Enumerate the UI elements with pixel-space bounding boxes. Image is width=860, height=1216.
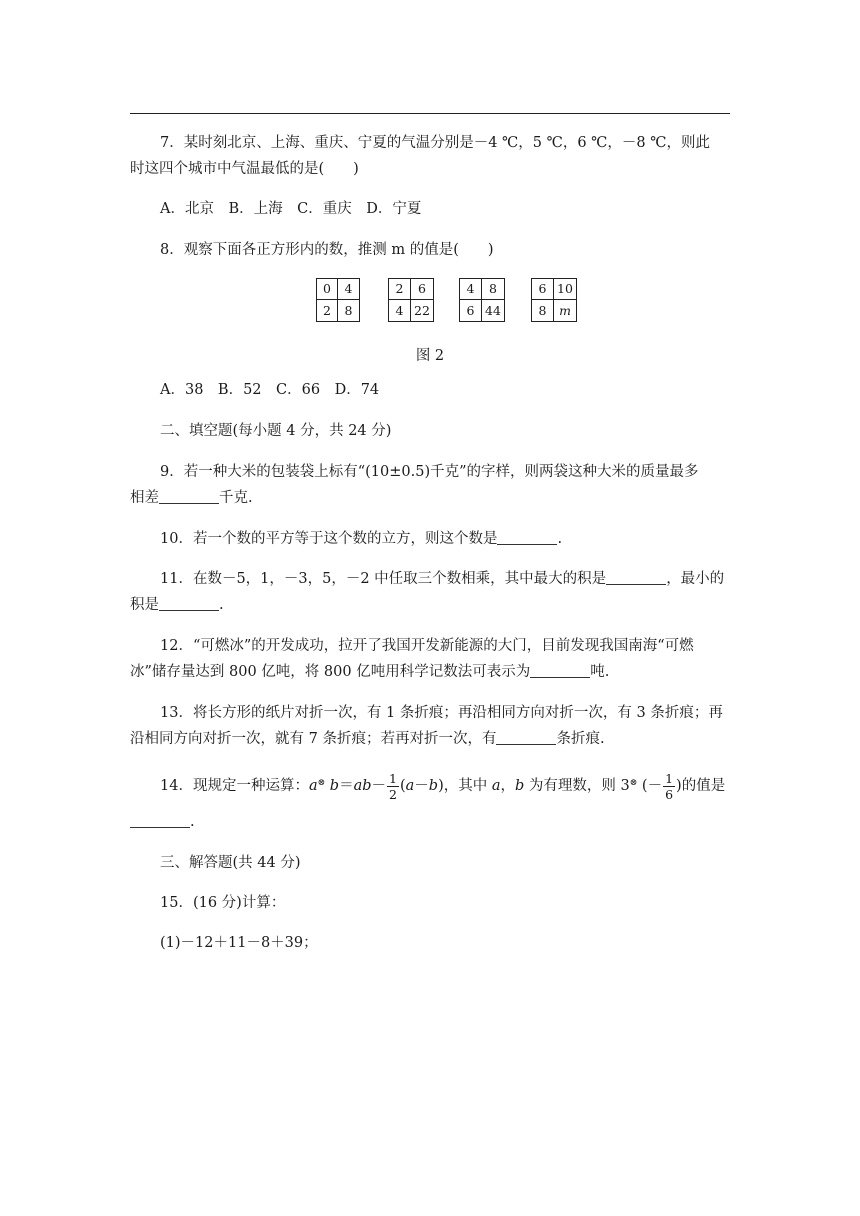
square-cell: 10 [554, 279, 576, 300]
number-square-3 [459, 278, 505, 322]
q8-stem: 8．观察下面各正方形内的数，推测 m 的值是( ) [160, 242, 494, 258]
square-cell: 44 [485, 302, 501, 318]
q8-figure [0, 278, 860, 322]
fraction-one-sixth: $\frac{1}{6}$ [665, 770, 674, 802]
q14-line1: 14．现规定一种运算：a⊗ b＝ab－ $\frac{1}{2}$ (a－b)，其中 a，b 为有理数，则 3⊗ (－ $\frac{1}{6}$ )的值是 [160, 770, 726, 802]
answer-blank [159, 489, 219, 504]
number-square-1 [316, 278, 360, 322]
square-cell: 8 [344, 302, 353, 318]
q8-options: A．38 B．52 C．66 D．74 [160, 382, 380, 398]
answer-blank [130, 813, 190, 828]
square-cell: 6 [411, 279, 433, 300]
section2-heading: 二、填空题(每小题 4 分，共 24 分) [160, 423, 392, 439]
figure-caption: 图 2 [415, 348, 445, 364]
q7-options: A．北京 B．上海 C．重庆 D．宁夏 [160, 201, 422, 217]
square-cell: 6 [460, 300, 482, 321]
square-cell: 8 [532, 300, 554, 321]
square-cell: 4 [338, 279, 359, 300]
q9-line2: 相差 千克. [130, 490, 253, 506]
q9-line1: 9．若一种大米的包装袋上标有“(10±0.5)千克”的字样，则两袋这种大米的质量最多 [160, 464, 699, 480]
answer-blank [159, 596, 219, 611]
q7-line1: 7．某时刻北京、上海、重庆、宁夏的气温分别是－4 ℃，5 ℃，6 ℃，－8 ℃，则此 [160, 135, 710, 151]
square-cell: 4 [460, 279, 482, 300]
q12-line2: 冰”储存量达到 800 亿吨，将 800 亿吨用科学记数法可表示为 吨. [130, 664, 610, 680]
q7-line2: 时这四个城市中气温最低的是( ) [130, 161, 359, 177]
q13-line2: 沿相同方向对折一次，就有 7 条折痕；若再对折一次，有 条折痕. [130, 731, 605, 747]
q12-line1: 12．“可燃冰”的开发成功，拉开了我国开发新能源的大门，目前发现我国南海“可燃 [160, 638, 694, 654]
square-cell: 6 [532, 279, 554, 300]
square-cell: 4 [389, 300, 411, 321]
number-square-4 [531, 278, 577, 322]
answer-blank [497, 530, 557, 545]
answer-blank [530, 663, 590, 678]
q14-line2: . [130, 812, 730, 832]
section3-heading: 三、解答题(共 44 分) [160, 855, 301, 871]
q11-line2: 积是 . [130, 597, 224, 613]
fraction-one-half: $\frac{1}{2}$ [389, 770, 397, 802]
square-cell: 2 [389, 279, 411, 300]
q15-stem: 15．(16 分)计算： [160, 895, 286, 911]
square-cell: 8 [482, 279, 504, 300]
q10-line: 10．若一个数的平方等于这个数的立方，则这个数是 . [160, 531, 563, 547]
square-cell: 2 [317, 300, 338, 321]
q11-line1: 11．在数－5，1，－3，5，－2 中任取三个数相乘，其中最大的积是 ，最小的 [160, 571, 725, 587]
answer-blank [496, 730, 556, 745]
number-square-2 [388, 278, 434, 322]
q15-part1: (1)－12＋11－8＋39； [160, 935, 318, 951]
square-cell: 22 [414, 302, 430, 318]
q13-line1: 13．将长方形的纸片对折一次，有 1 条折痕；再沿相同方向对折一次，有 3 条折痕；再 [160, 705, 723, 721]
square-cell: 0 [317, 279, 338, 300]
header-rule [130, 113, 730, 114]
square-cell-m: m [559, 302, 571, 318]
answer-blank [606, 570, 666, 585]
